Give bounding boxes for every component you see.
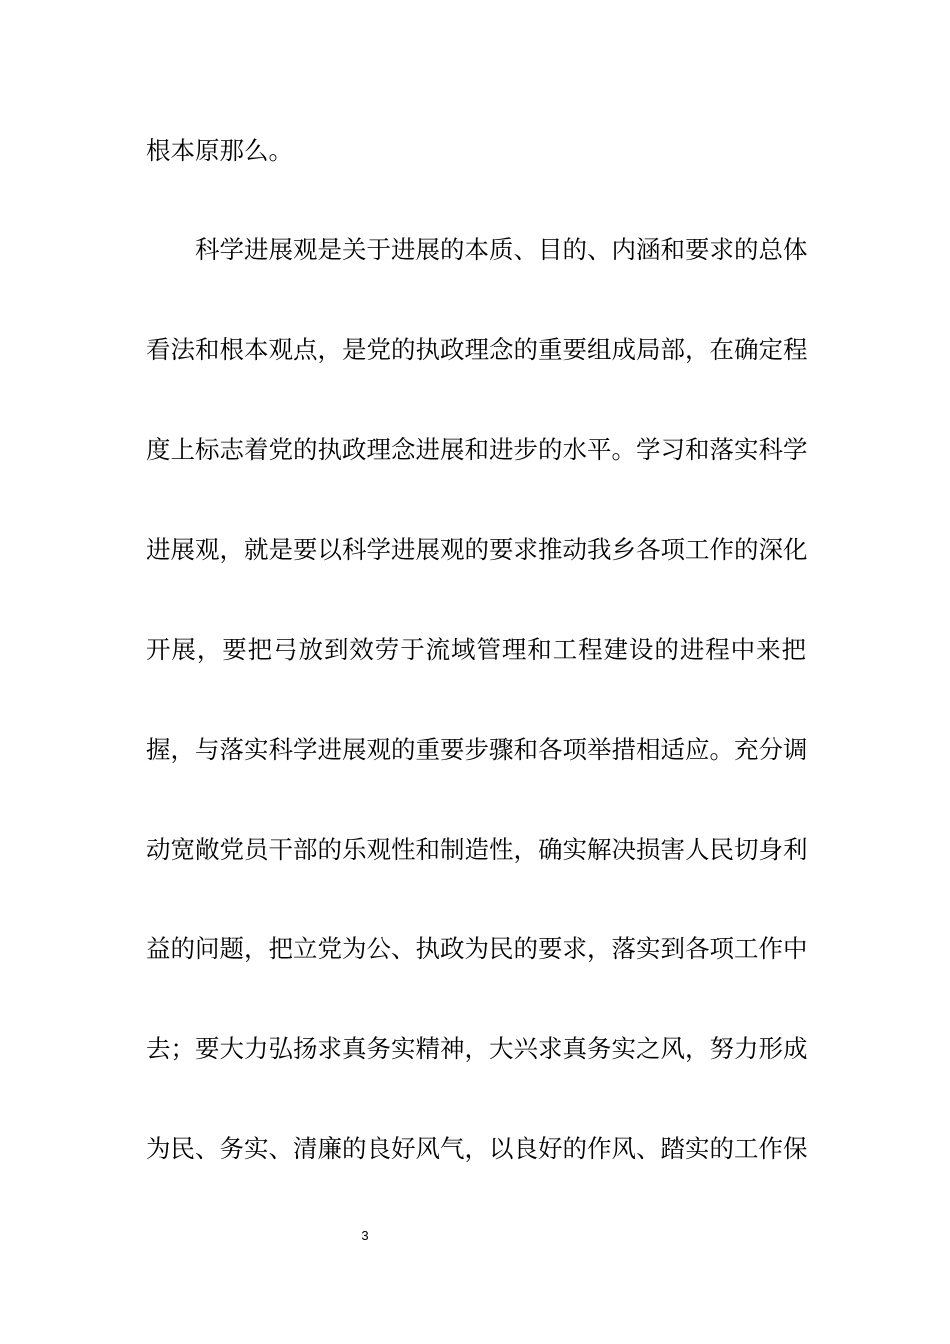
- paragraph-line: 进展观，就是要以科学进展观的要求推动我乡各项工作的深化: [146, 535, 808, 564]
- paragraph-line: 为民、务实、清廉的良好风气，以良好的作风、踏实的工作保: [146, 1134, 808, 1163]
- paragraph-line: 动宽敞党员干部的乐观性和制造性，确实解决损害人民切身利: [146, 835, 808, 864]
- paragraph-line: 握，与落实科学进展观的重要步骤和各项举措相适应。充分调: [146, 735, 808, 764]
- paragraph-line: 度上标志着党的执政理念进展和进步的水平。学习和落实科学: [146, 435, 808, 464]
- paragraph-line: 益的问题，把立党为公、执政为民的要求，落实到各项工作中: [146, 934, 808, 963]
- paragraph-line: 科学进展观是关于进展的本质、目的、内涵和要求的总体: [195, 235, 808, 264]
- paragraph-line: 去；要大力弘扬求真务实精神，大兴求真务实之风，努力形成: [146, 1034, 808, 1063]
- paragraph-line: 开展，要把弓放到效劳于流域管理和工程建设的进程中来把: [146, 635, 806, 664]
- paragraph-line: 根本原那么。: [146, 136, 293, 165]
- page-number: 3: [361, 1228, 369, 1243]
- paragraph-line: 看法和根本观点，是党的执政理念的重要组成局部，在确定程: [146, 335, 808, 364]
